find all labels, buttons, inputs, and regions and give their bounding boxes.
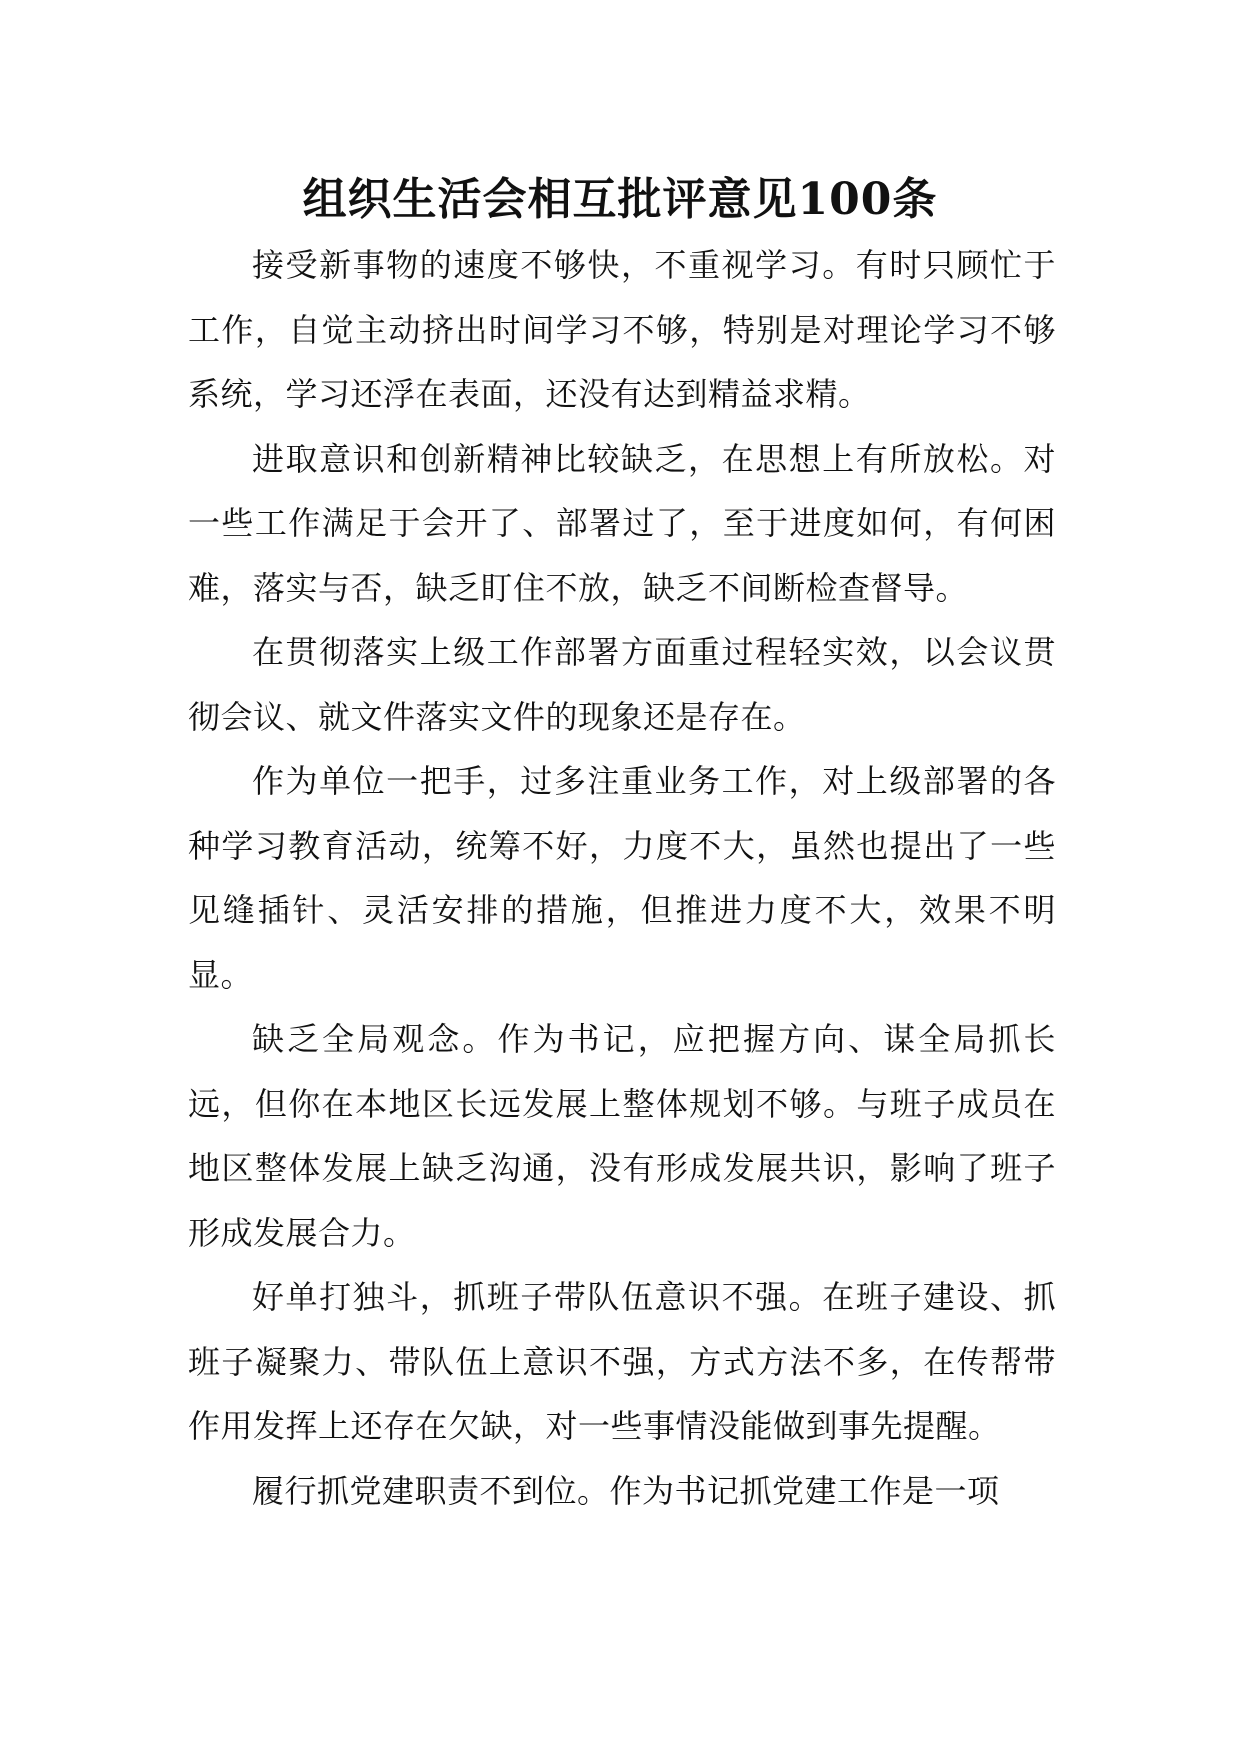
paragraph: 好单打独斗，抓班子带队伍意识不强。在班子建设、抓班子凝聚力、带队伍上意识不强，方式方法不多，在传帮带作用发挥上还存在欠缺，对一些事情没能做到事先提醒。 <box>188 1278 1056 1445</box>
paragraph: 进取意识和创新精神比较缺乏，在思想上有所放松。对一些工作满足于会开了、部署过了，至于进度如何，有何困难，落实与否，缺乏盯住不放，缺乏不间断检查督导。 <box>188 439 1056 607</box>
paragraph: 缺乏全局观念。作为书记，应把握方向、谋全局抓长远，但你在本地区长远发展上整体规划不够。与班子成员在地区整体发展上缺乏沟通，没有形成发展共识，影响了班子形成发展合力。 <box>188 1020 1056 1252</box>
document-title: 组织生活会相互批评意见100条 <box>302 174 938 225</box>
paragraph: 履行抓党建职责不到位。作为书记抓党建工作是一项 <box>252 1471 1000 1510</box>
paragraph: 在贯彻落实上级工作部署方面重过程轻实效，以会议贯彻会议、就文件落实文件的现象还是存在。 <box>188 633 1056 736</box>
paragraph: 接受新事物的速度不够快，不重视学习。有时只顾忙于工作，自觉主动挤出时间学习不够，特别是对理论学习不够系统，学习还浮在表面，还没有达到精益求精。 <box>188 246 1056 413</box>
document-body <box>188 233 1056 1523</box>
paragraph: 作为单位一把手，过多注重业务工作，对上级部署的各种学习教育活动，统筹不好，力度不大，虽然也提出了一些见缝插针、灵活安排的措施，但推进力度不大，效果不明显。 <box>188 762 1056 994</box>
